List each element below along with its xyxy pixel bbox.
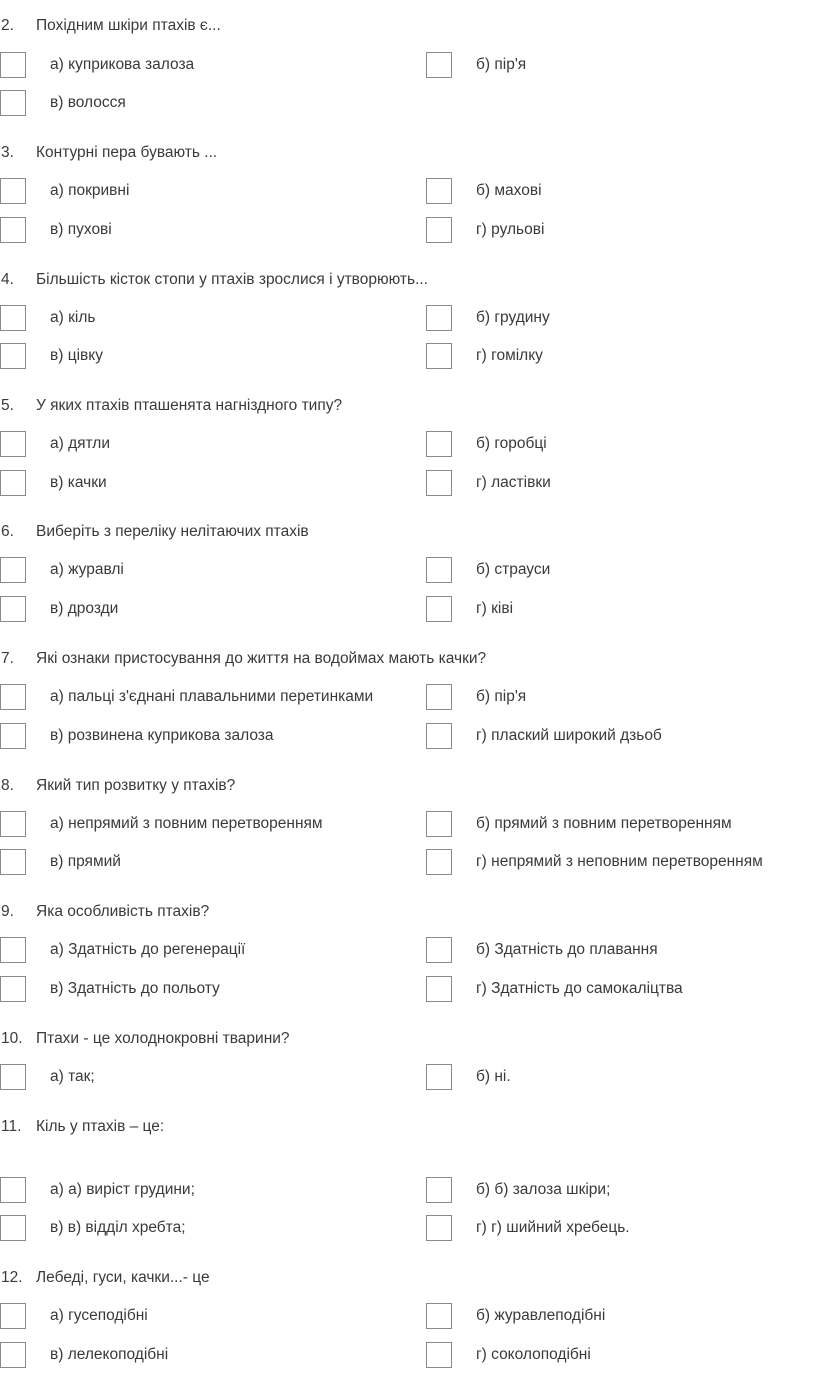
answer-checkbox[interactable]: [0, 937, 26, 963]
answer-text: цівку: [67, 347, 103, 364]
answer-checkbox[interactable]: [0, 684, 26, 710]
question-number: 2.: [1, 17, 14, 34]
question-number: 4.: [1, 271, 14, 288]
answer-label: [50, 979, 220, 999]
answer-checkbox[interactable]: [0, 1303, 26, 1329]
answer-text: рульові: [491, 221, 545, 238]
answer-text: непрямий з повним перетворенням: [68, 815, 323, 832]
answer-checkbox[interactable]: [426, 976, 452, 1002]
question-text: Лебеді, гуси, качки...- це: [36, 1269, 210, 1286]
answer-text: горобці: [494, 435, 547, 452]
answer-label: [50, 434, 110, 454]
answer-label: [50, 852, 121, 872]
answer-text: прямий: [67, 853, 121, 870]
answer-checkbox[interactable]: [426, 1303, 452, 1329]
answer-letter: б): [476, 56, 491, 73]
answer-label: [50, 726, 274, 746]
answer-letter: в): [50, 853, 64, 870]
answer-label: [476, 599, 513, 619]
answer-label: [50, 220, 112, 240]
answer-letter: в): [50, 1219, 64, 1236]
answer-label: [50, 1180, 195, 1200]
answer-text: грудину: [494, 309, 550, 326]
answer-checkbox[interactable]: [0, 557, 26, 583]
question-number: 7.: [1, 650, 14, 667]
answer-letter: а): [50, 435, 64, 452]
answer-text: пір'я: [494, 56, 527, 73]
answer-letter: а): [50, 1068, 64, 1085]
question-text: Виберіть з переліку нелітаючих птахів: [36, 523, 309, 540]
answer-letter: а): [50, 1181, 64, 1198]
answer-letter: б): [476, 182, 491, 199]
answer-letter: г): [476, 600, 487, 617]
answer-label: [476, 726, 662, 746]
answer-label: [476, 1306, 605, 1326]
question-text: У яких птахів пташенята нагніздного типу?: [36, 397, 343, 414]
answer-text: Здатність до самокаліцтва: [491, 980, 683, 997]
answer-label: [476, 687, 526, 707]
answer-label: [50, 473, 107, 493]
answer-text: пухові: [67, 221, 112, 238]
question-number: 3.: [1, 144, 14, 161]
answer-letter: б): [476, 1181, 491, 1198]
answer-letter: б): [476, 1068, 491, 1085]
question-text: Похідним шкіри птахів є...: [36, 17, 221, 34]
answer-text: волосся: [67, 94, 126, 111]
answer-letter: в): [50, 980, 64, 997]
answer-letter: б): [476, 1307, 491, 1324]
answer-letter: б): [476, 561, 491, 578]
question-number: 5.: [1, 397, 14, 414]
answer-letter: г): [476, 347, 487, 364]
answer-label: [50, 181, 129, 201]
answer-text: журавлеподібні: [494, 1307, 606, 1324]
answer-letter: а): [50, 941, 64, 958]
answer-checkbox[interactable]: [426, 1215, 452, 1241]
answer-text: г) шийний хребець.: [491, 1219, 630, 1236]
answer-label: [476, 181, 542, 201]
answer-text: розвинена куприкова залоза: [67, 727, 274, 744]
answer-text: плаский широкий дзьоб: [491, 727, 662, 744]
answer-label: [476, 220, 544, 240]
answer-label: [50, 308, 95, 328]
answer-letter: а): [50, 56, 64, 73]
answer-checkbox[interactable]: [0, 849, 26, 875]
answer-label: [50, 940, 245, 960]
answer-checkbox[interactable]: [426, 217, 452, 243]
answer-text: страуси: [494, 561, 551, 578]
answer-letter: г): [476, 1346, 487, 1363]
answer-letter: в): [50, 727, 64, 744]
answer-text: покривні: [68, 182, 130, 199]
answer-checkbox[interactable]: [426, 1177, 452, 1203]
answer-checkbox[interactable]: [426, 937, 452, 963]
answer-checkbox[interactable]: [0, 976, 26, 1002]
answer-label: [476, 434, 547, 454]
answer-label: [476, 55, 526, 75]
question-text: Більшість кісток стопи у птахів зрослися і утворюють...: [36, 271, 428, 288]
answer-letter: в): [50, 474, 64, 491]
answer-text: а) виріст грудини;: [68, 1181, 195, 1198]
question-number: 11.: [1, 1118, 22, 1135]
answer-letter: г): [476, 474, 487, 491]
answer-label: [476, 346, 543, 366]
answer-text: непрямий з неповним перетворенням: [491, 853, 763, 870]
answer-text: куприкова залоза: [68, 56, 195, 73]
question-text: Який тип розвитку у птахів?: [36, 777, 236, 794]
answer-text: б) залоза шкіри;: [494, 1181, 611, 1198]
answer-label: [476, 308, 550, 328]
answer-label: [50, 1306, 148, 1326]
answer-label: [476, 979, 683, 999]
answer-text: лелекоподібні: [67, 1346, 169, 1363]
answer-label: [476, 1218, 630, 1238]
answer-letter: в): [50, 1346, 64, 1363]
answer-checkbox[interactable]: [426, 305, 452, 331]
answer-letter: г): [476, 853, 487, 870]
answer-letter: в): [50, 94, 64, 111]
answer-text: качки: [67, 474, 107, 491]
answer-letter: в): [50, 600, 64, 617]
answer-text: гусеподібні: [68, 1307, 148, 1324]
answer-text: ластівки: [491, 474, 551, 491]
answer-label: [476, 814, 732, 834]
answer-checkbox[interactable]: [0, 1177, 26, 1203]
answer-letter: а): [50, 561, 64, 578]
answer-checkbox[interactable]: [426, 811, 452, 837]
answer-text: прямий з повним перетворенням: [494, 815, 732, 832]
answer-checkbox[interactable]: [426, 431, 452, 457]
answer-text: гомілку: [491, 347, 543, 364]
answer-checkbox[interactable]: [426, 1064, 452, 1090]
answer-label: [50, 93, 126, 113]
answer-letter: в): [50, 347, 64, 364]
answer-letter: г): [476, 1219, 487, 1236]
answer-text: журавлі: [68, 561, 124, 578]
answer-label: [50, 1345, 168, 1365]
answer-checkbox[interactable]: [0, 596, 26, 622]
answer-letter: б): [476, 309, 491, 326]
answer-letter: г): [476, 727, 487, 744]
answer-label: [476, 852, 763, 872]
answer-label: [50, 599, 118, 619]
answer-checkbox[interactable]: [0, 431, 26, 457]
answer-text: ківі: [491, 600, 514, 617]
answer-checkbox[interactable]: [426, 343, 452, 369]
answer-letter: г): [476, 221, 487, 238]
answer-text: пір'я: [494, 688, 527, 705]
answer-checkbox[interactable]: [0, 305, 26, 331]
answer-checkbox[interactable]: [0, 217, 26, 243]
answer-text: Здатність до плавання: [494, 941, 658, 958]
question-text: Контурні пера бувають ...: [36, 144, 218, 161]
answer-checkbox[interactable]: [426, 596, 452, 622]
answer-letter: б): [476, 941, 491, 958]
question-text: Яка особливість птахів?: [36, 903, 210, 920]
answer-checkbox[interactable]: [0, 811, 26, 837]
answer-letter: б): [476, 435, 491, 452]
answer-label: [50, 814, 323, 834]
answer-label: [476, 940, 658, 960]
question-number: 6.: [1, 523, 14, 540]
answer-checkbox[interactable]: [0, 1215, 26, 1241]
answer-letter: а): [50, 815, 64, 832]
answer-text: махові: [494, 182, 542, 199]
answer-label: [50, 55, 194, 75]
answer-label: [476, 560, 550, 580]
answer-checkbox[interactable]: [0, 723, 26, 749]
answer-label: [50, 687, 373, 707]
question-text: Птахи - це холоднокровні тварини?: [36, 1030, 290, 1047]
answer-label: [50, 560, 124, 580]
answer-checkbox[interactable]: [426, 684, 452, 710]
answer-checkbox[interactable]: [0, 1342, 26, 1368]
answer-label: [50, 1218, 186, 1238]
answer-text: в) відділ хребта;: [67, 1219, 186, 1236]
answer-checkbox[interactable]: [426, 723, 452, 749]
answer-letter: г): [476, 980, 487, 997]
answer-text: пальці з'єднані плавальними перетинками: [68, 688, 374, 705]
answer-checkbox[interactable]: [426, 849, 452, 875]
answer-letter: а): [50, 309, 64, 326]
answer-checkbox[interactable]: [426, 1342, 452, 1368]
question-text: Кіль у птахів – це:: [36, 1118, 165, 1135]
answer-text: дрозди: [67, 600, 119, 617]
answer-checkbox[interactable]: [0, 343, 26, 369]
question-number: 9.: [1, 903, 14, 920]
answer-checkbox[interactable]: [0, 52, 26, 78]
answer-checkbox[interactable]: [426, 52, 452, 78]
answer-text: дятли: [68, 435, 111, 452]
answer-checkbox[interactable]: [426, 557, 452, 583]
answer-text: Здатність до регенерації: [68, 941, 246, 958]
answer-label: [476, 1345, 591, 1365]
answer-letter: б): [476, 815, 491, 832]
answer-label: [50, 346, 103, 366]
answer-checkbox[interactable]: [0, 178, 26, 204]
answer-checkbox[interactable]: [426, 178, 452, 204]
answer-checkbox[interactable]: [0, 470, 26, 496]
answer-checkbox[interactable]: [0, 90, 26, 116]
answer-letter: а): [50, 182, 64, 199]
question-number: 8.: [1, 777, 14, 794]
answer-letter: в): [50, 221, 64, 238]
answer-letter: б): [476, 688, 491, 705]
answer-text: ні.: [494, 1068, 511, 1085]
answer-text: соколоподібні: [491, 1346, 591, 1363]
answer-letter: а): [50, 688, 64, 705]
answer-label: [476, 1180, 610, 1200]
question-number: 10.: [1, 1030, 23, 1047]
answer-label: [50, 1067, 95, 1087]
answer-label: [476, 473, 551, 493]
answer-text: кіль: [68, 309, 96, 326]
answer-text: Здатність до польоту: [67, 980, 220, 997]
answer-checkbox[interactable]: [0, 1064, 26, 1090]
answer-text: так;: [68, 1068, 95, 1085]
answer-letter: а): [50, 1307, 64, 1324]
question-number: 12.: [1, 1269, 23, 1286]
answer-checkbox[interactable]: [426, 470, 452, 496]
question-text: Які ознаки пристосування до життя на водоймах мають качки?: [36, 650, 487, 667]
answer-label: [476, 1067, 511, 1087]
